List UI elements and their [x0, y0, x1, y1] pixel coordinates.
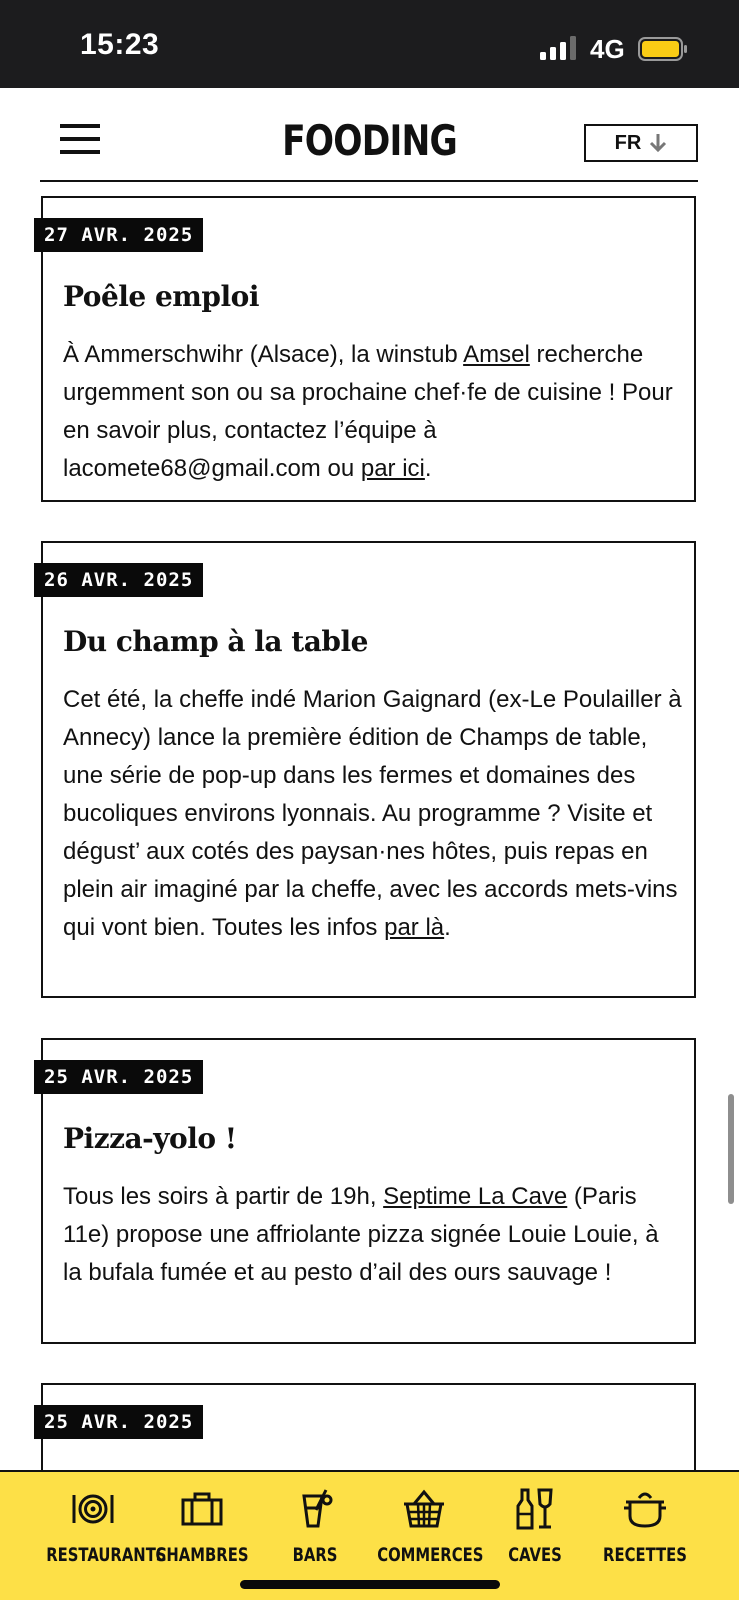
plate-icon: [70, 1486, 116, 1532]
nav-label: RECETTES: [603, 1544, 687, 1566]
inline-link[interactable]: Amsel: [463, 341, 530, 368]
card-body: Tous les soirs à partir de 19h, Septime La Cave (Paris 11e) propose une affriolante pizza signée Louie Louie, à la bufala fumée et au pesto d’ail des ours sauvage !: [63, 1183, 659, 1286]
news-card: [41, 541, 696, 998]
status-bar: [0, 0, 739, 88]
card-title: Poêle emploi: [63, 280, 259, 313]
news-card: [41, 1038, 696, 1344]
basket-icon: [401, 1486, 447, 1532]
scrollbar[interactable]: [728, 1094, 734, 1204]
card-body: À Ammerschwihr (Alsace), la winstub Amsel recherche urgemment son ou sa prochaine chef·fe de cuisine ! Pour en savoir plus, contactez l’équipe à lacomete68@gmail.com ou par ici.: [63, 341, 673, 482]
signal-icon: [540, 36, 578, 60]
date-badge: 25 AVR. 2025: [34, 1405, 203, 1439]
home-indicator: [240, 1580, 500, 1589]
date-badge: 27 AVR. 2025: [34, 218, 203, 252]
fooding-logo[interactable]: FOODING: [282, 116, 457, 165]
card-title: Pizza-yolo !: [63, 1122, 237, 1155]
nav-item-recettes[interactable]: [585, 1486, 705, 1566]
network-type: 4G: [590, 34, 625, 64]
status-time: 15:23: [80, 28, 160, 61]
nav-item-chambres[interactable]: [142, 1486, 262, 1566]
wine-icon: [512, 1486, 558, 1532]
pot-icon: [622, 1486, 668, 1532]
nav-item-restaurants[interactable]: [33, 1486, 167, 1566]
site-header: [0, 88, 739, 184]
date-badge: 25 AVR. 2025: [34, 1060, 203, 1094]
suitcase-icon: [179, 1486, 225, 1532]
header-divider: [40, 180, 698, 182]
cocktail-icon: [292, 1486, 338, 1532]
battery-icon: [638, 37, 688, 61]
language-selector[interactable]: [584, 124, 698, 162]
nav-item-caves[interactable]: [475, 1486, 595, 1566]
nav-label: CHAMBRES: [155, 1544, 249, 1566]
language-label: FR: [614, 131, 642, 154]
arrow-down-icon: [649, 133, 667, 153]
card-title: Du champ à la table: [63, 625, 368, 658]
nav-label: CAVES: [508, 1544, 562, 1566]
nav-item-bars[interactable]: [255, 1486, 375, 1566]
nav-label: COMMERCES: [377, 1544, 484, 1566]
bottom-nav: [0, 1470, 739, 1600]
card-body: Cet été, la cheffe indé Marion Gaignard (ex-Le Poulailler à Annecy) lance la première édition de Champs de table, une série de pop-up dans les fermes et domaines des bucoliques environs lyonnais. Au programme ? Visite et dégust’ aux cotés des paysan·nes hôtes, puis repas en plein air imaginé par la cheffe, avec les accords mets-vins qui vont bien. Toutes les infos par là.: [63, 686, 682, 941]
nav-label: BARS: [292, 1544, 338, 1566]
inline-link[interactable]: par là: [384, 914, 445, 941]
date-badge: 26 AVR. 2025: [34, 563, 203, 597]
inline-link[interactable]: par ici: [360, 455, 425, 482]
nav-label: RESTAURANTS: [46, 1544, 167, 1566]
news-card: [41, 196, 696, 502]
inline-link[interactable]: Septime La Cave: [383, 1183, 568, 1210]
nav-item-commerces[interactable]: [364, 1486, 484, 1566]
